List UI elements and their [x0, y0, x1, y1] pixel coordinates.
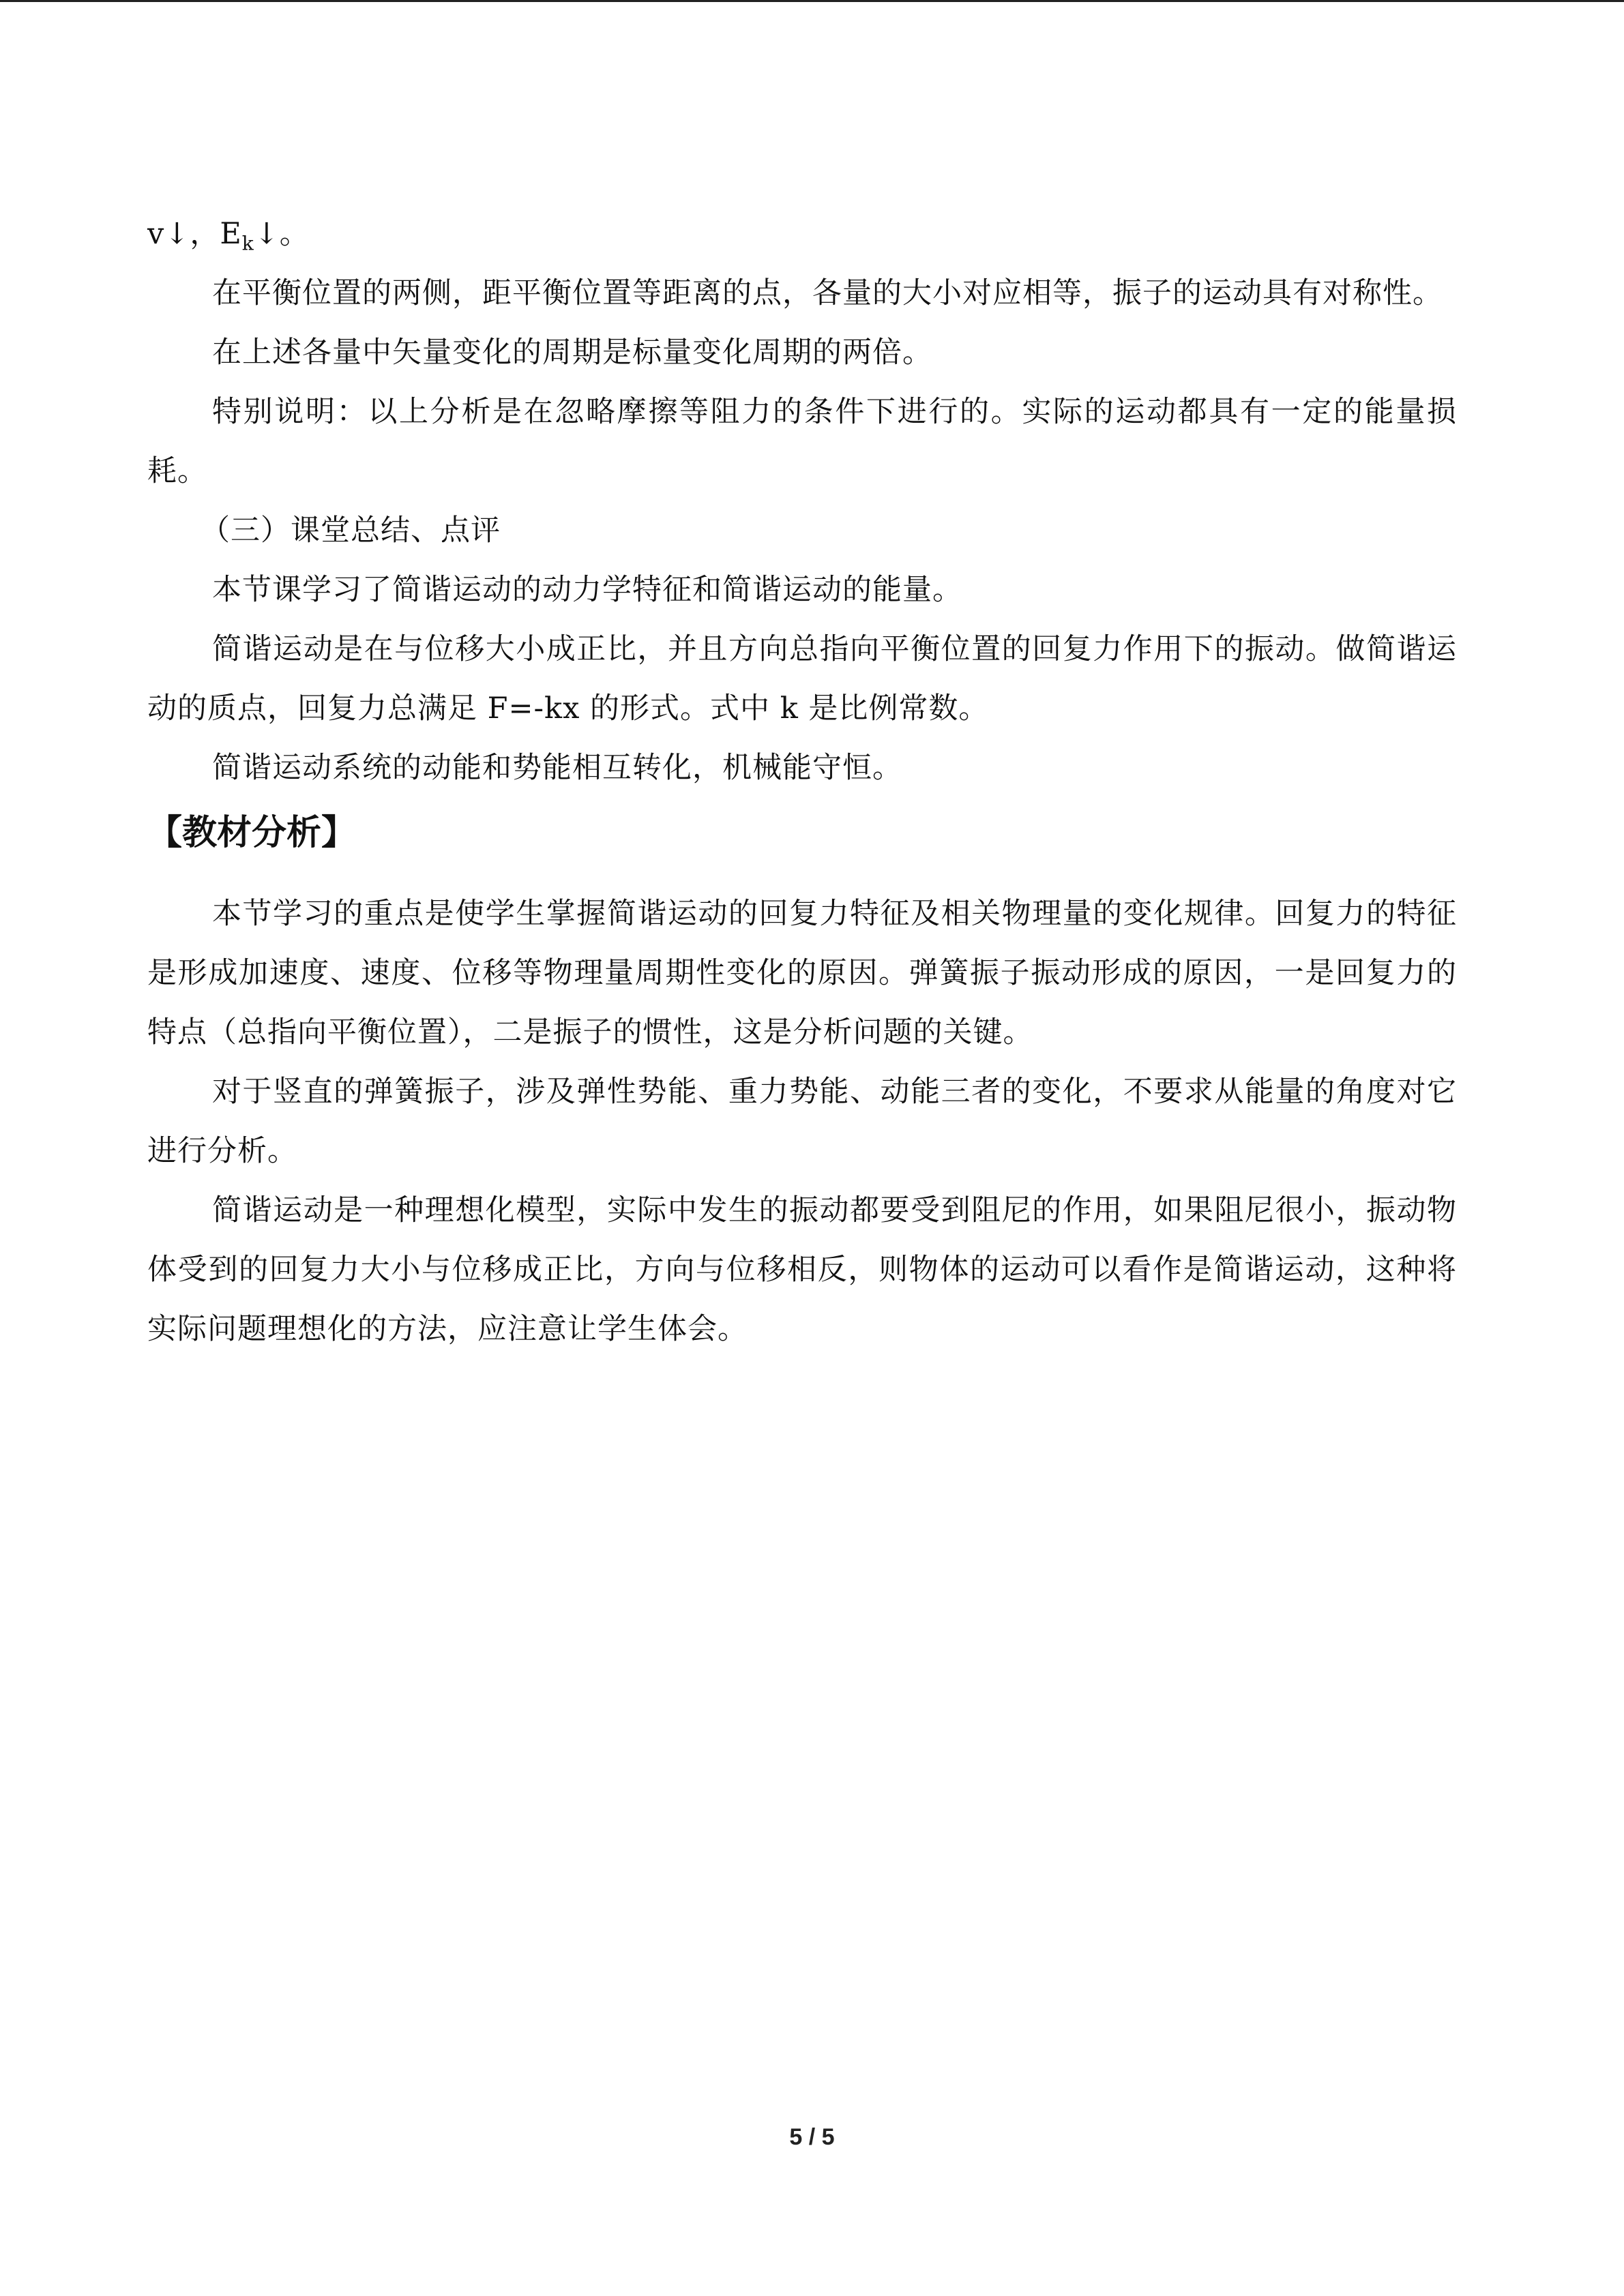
- analysis-paragraph-2: 对于竖直的弹簧振子，涉及弹性势能、重力势能、动能三者的变化，不要求从能量的角度对它进行分析。: [147, 1075, 1457, 1168]
- summary-paragraph-2: 简谐运动是在与位移大小成正比，并且方向总指向平衡位置的回复力作用下的振动。做简谐运动的质点，回复力总满足 F=-kx 的形式。式中 k 是比例常数。: [147, 632, 1457, 726]
- analysis-paragraph-3: 简谐运动是一种理想化模型，实际中发生的振动都要受到阻尼的作用，如果阻尼很小，振动物体受到的回复力大小与位移成正比，方向与位移相反，则物体的运动可以看作是简谐运动，这种将实际问题理想化的方法，应注意让学生体会。: [147, 1193, 1457, 1346]
- kinetic-subscript: k: [241, 232, 254, 255]
- summary-paragraph-1: 本节课学习了简谐运动的动力学特征和简谐运动的能量。: [212, 573, 962, 607]
- page-top-border: [0, 0, 1624, 2]
- velocity-energy-line: [147, 205, 1457, 264]
- period-paragraph: 在上述各量中矢量变化的周期是标量变化周期的两倍。: [212, 336, 932, 370]
- analysis-heading: 【教材分析】: [147, 813, 357, 853]
- summary-title: （三）课堂总结、点评: [201, 513, 501, 548]
- summary-paragraph-3: 简谐运动系统的动能和势能相互转化，机械能守恒。: [212, 751, 902, 785]
- analysis-paragraph-1: 本节学习的重点是使学生掌握简谐运动的回复力特征及相关物理量的变化规律。回复力的特征是形成加速度、速度、位移等物理量周期性变化的原因。弹簧振子振动形成的原因，一是回复力的特点（总指向平衡位置），二是振子的惯性，这是分析问题的关键。: [147, 897, 1457, 1049]
- symmetry-paragraph: 在平衡位置的两侧，距平衡位置等距离的点，各量的大小对应相等，振子的运动具有对称性。: [212, 276, 1443, 310]
- document-body: [147, 205, 1457, 1359]
- note-paragraph: 特别说明：以上分析是在忽略摩擦等阻力的条件下进行的。实际的运动都具有一定的能量损耗。: [147, 395, 1457, 488]
- velocity-text: v↓，E: [147, 217, 242, 251]
- page-number: 5 / 5: [789, 2124, 835, 2150]
- velocity-tail: ↓。: [254, 217, 310, 251]
